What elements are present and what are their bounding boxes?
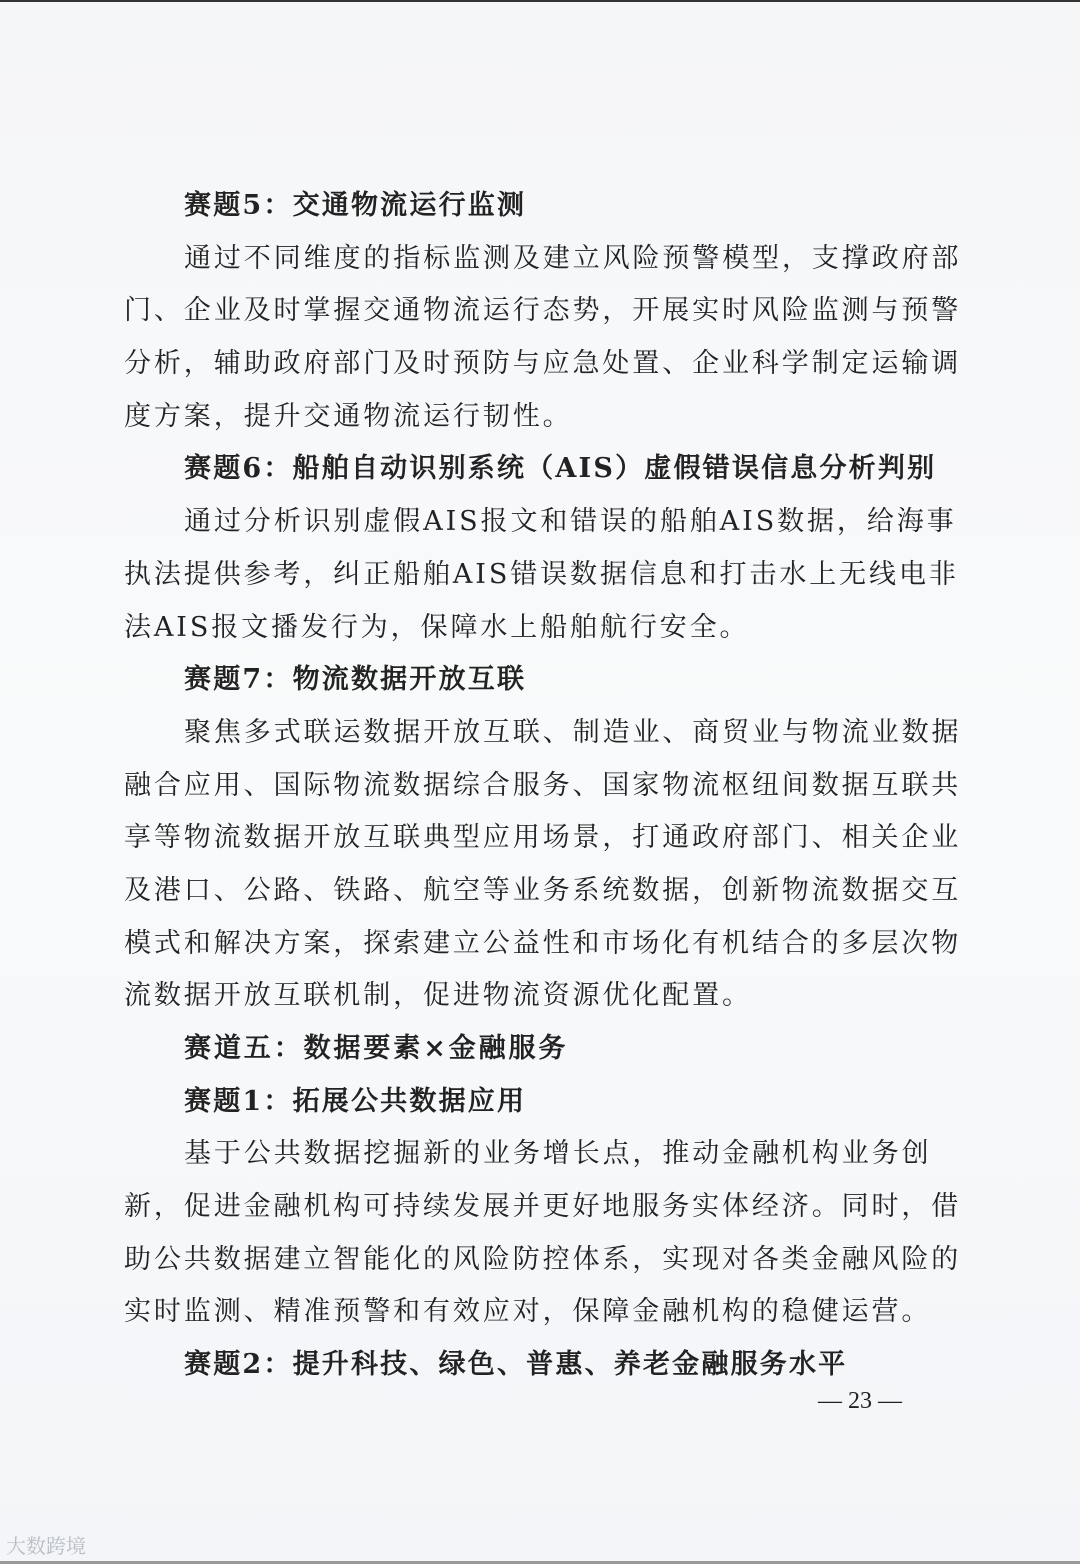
text-line: 法AIS报文播发行为，保障水上船舶航行安全。 [124, 611, 750, 643]
paragraph [124, 1128, 964, 1339]
topic-heading [124, 1339, 964, 1392]
text-line: 享等物流数据开放互联典型应用场景，打通政府部门、相关企业 [124, 822, 962, 854]
text-line: 通过不同维度的指标监测及建立风险预警模型，支撑政府部 [184, 242, 962, 274]
text-line: 模式和解决方案，探索建立公益性和市场化有机结合的多层次物 [124, 927, 962, 959]
text-line: 分析，辅助政府部门及时预防与应急处置、企业科学制定运输调 [124, 348, 962, 380]
page-number: — 23 — [818, 1388, 902, 1414]
top-border [0, 0, 1080, 2]
text-line: 赛题5：交通物流运行监测 [184, 190, 527, 221]
paragraph [124, 496, 964, 654]
watermark-logo: 大数跨境 [6, 1534, 86, 1558]
text-line: 赛题1：拓展公共数据应用 [184, 1085, 527, 1117]
topic-heading [124, 180, 964, 233]
topic-heading [124, 1076, 964, 1129]
text-line: 融合应用、国际物流数据综合服务、国家物流枢纽间数据互联共 [124, 769, 962, 801]
text-line: 门、企业及时掌握交通物流运行态势，开展实时风险监测与预警 [124, 295, 962, 327]
text-line: 基于公共数据挖掘新的业务增长点，推动金融机构业务创 [184, 1138, 932, 1170]
text-line: 助公共数据建立智能化的风险防控体系，实现对各类金融风险的 [124, 1243, 962, 1275]
text-line: 实时监测、精准预警和有效应对，保障金融机构的稳健运营。 [124, 1296, 932, 1328]
text-line: 及港口、公路、铁路、航空等业务系统数据，创新物流数据交互 [124, 874, 962, 906]
text-line: 聚焦多式联运数据开放互联、制造业、商贸业与物流业数据 [184, 716, 962, 748]
text-line: 执法提供参考，纠正船舶AIS错误数据信息和打击水上无线电非 [124, 558, 959, 590]
text-line: 新，促进金融机构可持续发展并更好地服务实体经济。同时，借 [124, 1191, 962, 1223]
text-line: 赛题2：提升科技、绿色、普惠、养老金融服务水平 [184, 1349, 848, 1381]
paragraph [124, 707, 964, 1023]
topic-heading [124, 443, 964, 496]
text-line: 赛题6：船舶自动识别系统（AIS）虚假错误信息分析判别 [184, 453, 937, 485]
text-line: 度方案，提升交通物流运行韧性。 [124, 400, 573, 432]
document-body [124, 180, 964, 1392]
paragraph [124, 233, 964, 444]
text-line: 赛道五：数据要素×金融服务 [184, 1033, 569, 1064]
section-heading [124, 1023, 964, 1076]
text-line: 通过分析识别虚假AIS报文和错误的船舶AIS数据，给海事 [184, 506, 957, 538]
topic-heading [124, 654, 964, 707]
text-line: 赛题7：物流数据开放互联 [184, 664, 527, 696]
text-line: 流数据开放互联机制，促进物流资源优化配置。 [124, 980, 752, 1012]
